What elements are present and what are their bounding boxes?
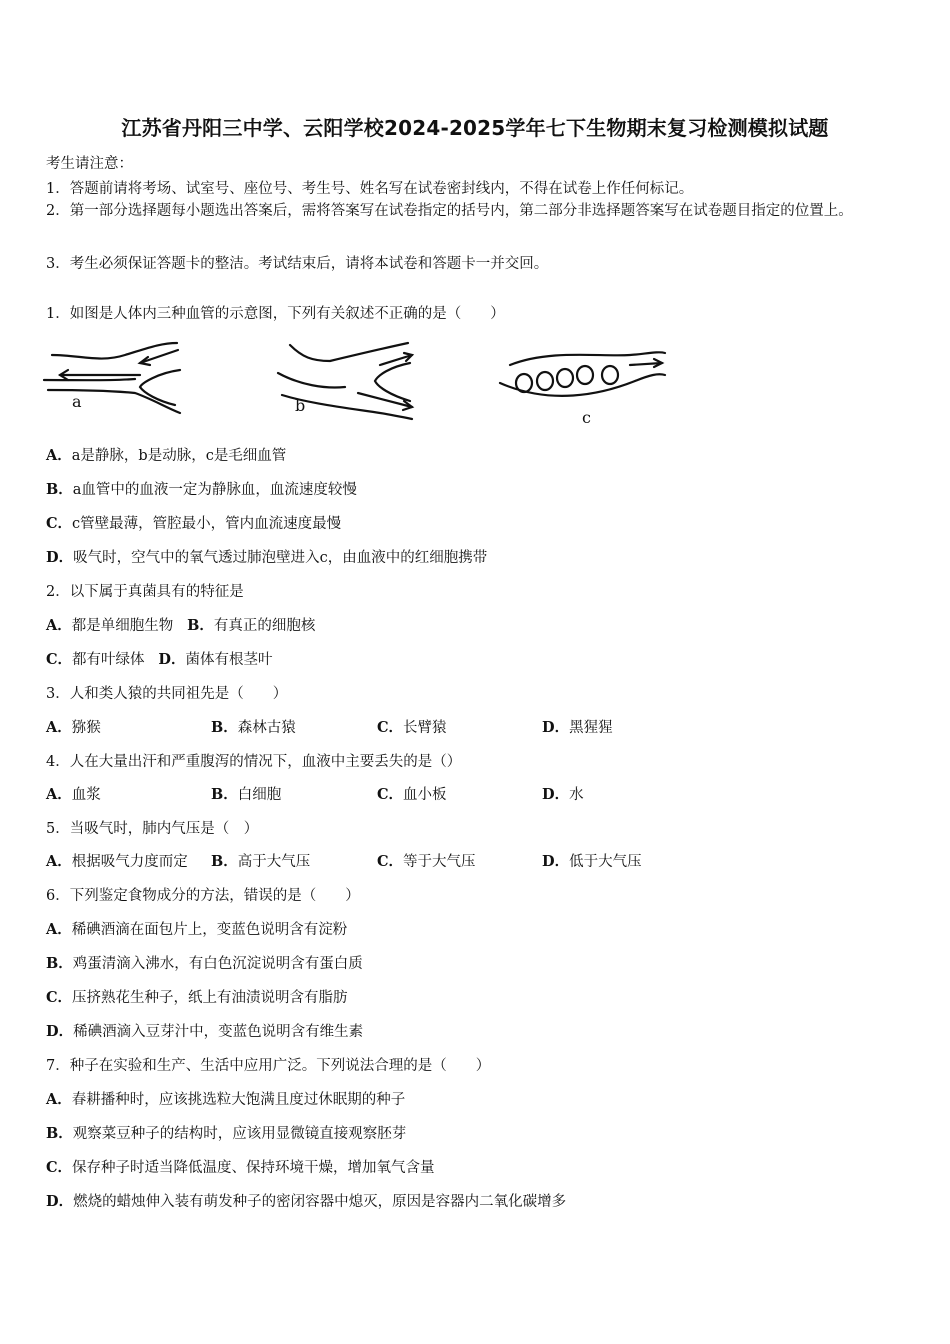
question-7-stem: 7．种子在实验和生产、生活中应用广泛。下列说法合理的是（ ） <box>46 1058 491 1074</box>
vessel-a-diagram <box>44 343 180 413</box>
notice-item-2: 2．第一部分选择题每小题选出答案后，需将答案写在试卷指定的括号内，第二部分非选择题答案写在试卷题目指定的位置上。 <box>46 203 853 219</box>
question-2-options-cd <box>46 648 272 669</box>
option-key: A． <box>46 447 72 464</box>
option-text: 菌体有根茎叶 <box>185 652 273 668</box>
notice-item-3: 3．考生必须保证答题卡的整洁。考试结束后，请将本试卷和答题卡一并交回。 <box>46 256 549 272</box>
option-key: B． <box>211 786 238 803</box>
option-text: 黑猩猩 <box>569 720 613 736</box>
question-3-option-b <box>211 716 296 737</box>
question-1-option-d <box>46 546 487 567</box>
vessel-label-b: b <box>295 396 306 415</box>
question-5-option-a <box>46 850 188 871</box>
question-1-option-b <box>46 478 357 499</box>
option-text: 森林古猿 <box>237 720 296 736</box>
option-text: 保存种子时适当降低温度、保持环境干燥，增加氧气含量 <box>72 1160 435 1176</box>
question-5-option-c <box>377 850 476 871</box>
question-5-stem: 5．当吸气时，肺内气压是（ ） <box>46 821 259 837</box>
option-key: D． <box>158 651 186 668</box>
option-text: 白细胞 <box>237 787 282 803</box>
option-key: B． <box>46 481 73 498</box>
option-text: 低于大气压 <box>569 854 642 870</box>
vessel-label-c: c <box>582 408 591 427</box>
option-key: D． <box>542 853 570 870</box>
option-text: 高于大气压 <box>237 854 311 870</box>
option-key: C． <box>377 853 404 870</box>
option-key: C． <box>377 719 404 736</box>
option-text: 稀碘酒滴入豆芽汁中，变蓝色说明含有维生素 <box>73 1024 364 1040</box>
question-6-option-a <box>46 918 347 939</box>
option-text: 观察菜豆种子的结构时，应该用显微镜直接观察胚芽 <box>72 1126 407 1142</box>
option-text: 吸气时，空气中的氧气透过肺泡壁进入c，由血液中的红细胞携带 <box>73 550 488 566</box>
question-6-stem: 6．下列鉴定食物成分的方法，错误的是（ ） <box>46 888 360 904</box>
question-2-options-ab <box>46 614 315 635</box>
option-key: B． <box>187 617 214 634</box>
option-text: 鸡蛋清滴入沸水，有白色沉淀说明含有蛋白质 <box>72 956 363 972</box>
question-4-option-a <box>46 783 101 804</box>
option-text: c管壁最薄，管腔最小，管内血流速度最慢 <box>72 516 342 532</box>
question-5-option-d <box>542 850 642 871</box>
option-text: a血管中的血液一定为静脉血，血流速度较慢 <box>72 482 357 498</box>
question-4-option-b <box>211 783 281 804</box>
option-text: 春耕播种时，应该挑选粒大饱满且度过休眠期的种子 <box>71 1092 406 1108</box>
question-3-option-c <box>377 716 447 737</box>
option-key: C． <box>46 515 73 532</box>
question-1-stem: 1．如图是人体内三种血管的示意图，下列有关叙述不正确的是（ ） <box>46 306 505 322</box>
question-6-option-b <box>46 952 363 973</box>
question-7-option-a <box>46 1088 405 1109</box>
blood-vessels-figure <box>40 335 680 430</box>
option-key: D． <box>46 1023 74 1040</box>
vessel-label-a: a <box>72 392 82 411</box>
question-3-option-a <box>46 716 101 737</box>
question-7-option-d <box>46 1190 566 1211</box>
option-key: D． <box>46 1193 74 1210</box>
option-key: C． <box>46 1159 73 1176</box>
option-key: D． <box>46 549 74 566</box>
option-key: B． <box>46 955 73 972</box>
option-key: B． <box>46 1125 73 1142</box>
option-text: a是静脉，b是动脉，c是毛细血管 <box>71 448 287 464</box>
question-6-option-c <box>46 986 348 1007</box>
notice-heading: 考生请注意： <box>46 156 133 172</box>
vessel-c-diagram <box>500 352 665 427</box>
option-key: A． <box>46 921 72 938</box>
question-4-stem: 4．人在大量出汗和严重腹泻的情况下，血液中主要丢失的是（） <box>46 754 462 770</box>
option-text: 都有叶绿体 <box>72 652 145 668</box>
question-1-option-c <box>46 512 341 533</box>
page-title: 江苏省丹阳三中学、云阳学校2024-2025学年七下生物期末复习检测模拟试题 <box>121 116 829 140</box>
option-text: 长臂猿 <box>403 720 447 736</box>
question-1-option-a <box>46 444 286 465</box>
option-key: C． <box>46 651 73 668</box>
option-key: A． <box>46 1091 72 1108</box>
option-key: D． <box>542 786 570 803</box>
notice-item-1: 1．答题前请将考场、试室号、座位号、考生号、姓名写在试卷密封线内，不得在试卷上作任何标记。 <box>46 181 694 197</box>
option-key: A． <box>46 786 72 803</box>
question-5-option-b <box>211 850 310 871</box>
question-3-stem: 3．人和类人猿的共同祖先是（ ） <box>46 686 288 702</box>
question-7-option-c <box>46 1156 435 1177</box>
question-6-option-d <box>46 1020 363 1041</box>
option-text: 都是单细胞生物 <box>71 618 174 634</box>
option-key: A． <box>46 853 72 870</box>
option-text: 有真正的细胞核 <box>213 618 316 634</box>
option-text: 水 <box>569 787 584 803</box>
option-key: B． <box>211 719 238 736</box>
option-text: 根据吸气力度而定 <box>71 854 188 870</box>
vessel-b-diagram <box>278 343 412 419</box>
question-4-option-d <box>542 783 584 804</box>
question-7-option-b <box>46 1122 406 1143</box>
option-text: 猕猴 <box>71 720 101 736</box>
option-text: 压挤熟花生种子，纸上有油渍说明含有脂肪 <box>72 990 348 1006</box>
option-text: 等于大气压 <box>403 854 476 870</box>
question-4-option-c <box>377 783 447 804</box>
option-text: 血浆 <box>71 787 101 803</box>
option-text: 燃烧的蜡烛伸入装有萌发种子的密闭容器中熄灭，原因是容器内二氧化碳增多 <box>73 1194 567 1210</box>
option-key: C． <box>46 989 73 1006</box>
option-key: D． <box>542 719 570 736</box>
option-key: A． <box>46 719 72 736</box>
option-key: A． <box>46 617 72 634</box>
question-3-option-d <box>542 716 613 737</box>
option-text: 稀碘酒滴在面包片上，变蓝色说明含有淀粉 <box>71 922 348 938</box>
option-key: B． <box>211 853 238 870</box>
option-text: 血小板 <box>403 787 447 803</box>
question-2-stem: 2．以下属于真菌具有的特征是 <box>46 584 244 600</box>
option-key: C． <box>377 786 404 803</box>
